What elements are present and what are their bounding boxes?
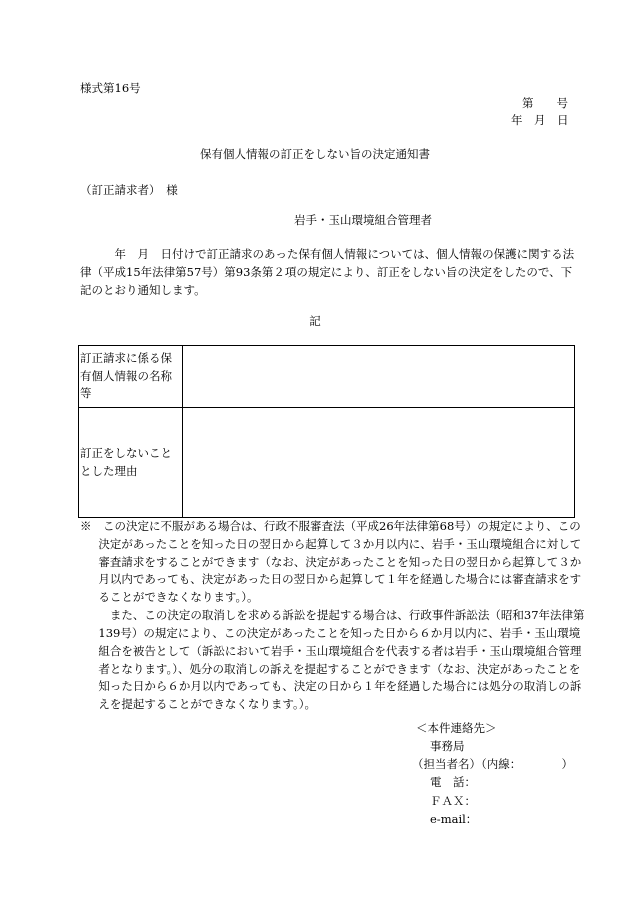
document-title: 保有個人情報の訂正をしない旨の決定通知書 <box>200 147 430 161</box>
note-lawsuit: また、この決定の取消しを求める訴訟を提起する場合は、行政事件訴訟法（昭和37年法律第139号）の規定により、この決定があったことを知った日から６か月以内に、岩手・玉山環境組合を被告として（訴訟において岩手・玉山環境組合を代表する者は岩手・玉山環境組合管理者となります。）、処分の取消しの訴えを提起することができます（なお、決定があったことを知った日から６か月以内であっても、決定の日から１年を経過した場合には処分の取消しの訴えを提起することができなくなります。）。 <box>98 608 585 712</box>
row2-label: 訂正をしないこととした理由 <box>79 408 183 518</box>
document-number: 第 号 <box>522 96 568 110</box>
row1-value <box>183 346 575 408</box>
contact-fax: ＦＡＸ： <box>430 793 476 808</box>
table-row <box>79 408 575 518</box>
contact-phone: 電 話： <box>430 775 476 790</box>
contact-block <box>412 719 573 828</box>
issuer-name: 岩手・玉山環境組合管理者 <box>294 213 432 227</box>
body-text: 年 月 日付けで訂正請求のあった保有個人情報については、個人情報の保護に関する法律（平成15年法律第57号）第93条第２項の規定により、訂正をしない旨の決定をしたので、下記のとおり通知します。 <box>80 247 575 297</box>
row2-value <box>183 408 575 518</box>
note-appeal: ※ この決定に不服がある場合は、行政不服審査法（平成26年法律第68号）の規定により、この決定があったことを知った日の翌日から起算して３か月以内に、岩手・玉山環境組合に対して審査請求をすることができます（なお、決定があったことを知った日の翌日から起算して３か月以内であっても、決定があった日の翌日から起算して１年を経過した場合には審査請求をすることができなくなります。）。 <box>80 519 582 605</box>
table-row <box>79 346 575 408</box>
ki-heading: 記 <box>309 314 321 328</box>
contact-email: e-mail： <box>430 811 478 826</box>
contact-heading: ＜本件連絡先＞ <box>416 721 497 735</box>
contact-person: （担当者名）（内線： ） <box>412 757 573 772</box>
document-date: 年 月 日 <box>511 113 569 127</box>
notes-section <box>80 518 585 714</box>
contact-office: 事務局 <box>430 739 465 754</box>
row1-label: 訂正請求に係る保有個人情報の名称等 <box>79 346 183 408</box>
body-paragraph <box>80 246 580 299</box>
form-number: 様式第16号 <box>80 81 141 95</box>
decision-table <box>78 345 575 518</box>
recipient-line: （訂正請求者） 様 <box>80 183 178 197</box>
